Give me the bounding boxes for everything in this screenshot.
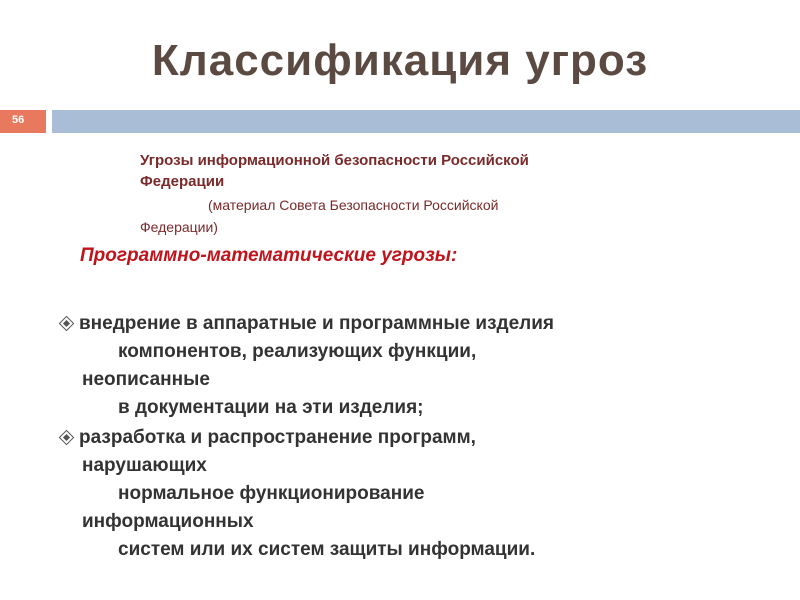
bullet-text: систем или их систем защиты информации. — [118, 539, 536, 560]
source-note-line: (материал Совета Безопасности Российской — [208, 197, 499, 213]
subtitle-line: Федерации — [140, 173, 225, 190]
bullet-text: нарушающих — [82, 455, 207, 476]
bullet-text: разработка и распространение программ, — [79, 427, 476, 448]
bullet-text: в документации на эти изделия; — [118, 397, 424, 418]
list-item — [60, 424, 780, 564]
bullet-list — [60, 310, 780, 566]
bullet-text: неописанные — [82, 369, 210, 390]
source-note-line: Федерации) — [140, 219, 218, 235]
source-note — [140, 194, 680, 238]
bullet-text: внедрение в аппаратные и программные изделия — [79, 313, 555, 334]
slide-title: Классификация угроз — [151, 36, 649, 85]
subtitle-line: Угрозы информационной безопасности Российской — [140, 152, 529, 169]
bullet-text: нормальное функционирование — [118, 483, 425, 504]
subtitle — [140, 150, 680, 192]
bullet-text: информационных — [82, 511, 254, 532]
slide-number: 56 — [12, 114, 25, 126]
bullet-text: компонентов, реализующих функции, — [118, 341, 477, 362]
diamond-bullet-icon — [60, 431, 73, 444]
list-item — [60, 310, 780, 422]
header-divider-bar — [52, 110, 800, 133]
section-heading: Программно-математические угрозы: — [80, 245, 458, 266]
diamond-bullet-icon — [60, 317, 73, 330]
